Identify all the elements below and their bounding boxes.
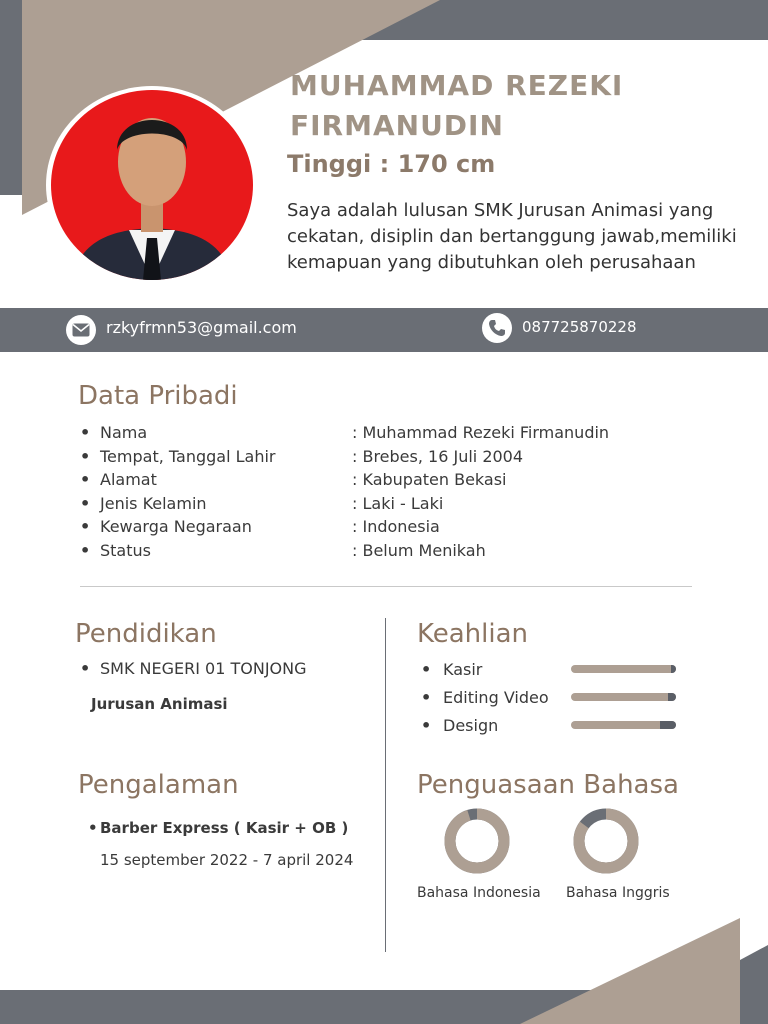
person-icon	[51, 90, 253, 280]
skills-list	[421, 655, 676, 739]
language-ring	[450, 814, 504, 868]
section-title-pengalaman: Pengalaman	[78, 770, 239, 800]
school-name: SMK NEGERI 01 TONJONG	[100, 659, 307, 678]
skill-row	[421, 683, 676, 711]
language-label-inggris: Bahasa Inggris	[566, 885, 670, 901]
personal-data-label: • Tempat, Tanggal Lahir	[80, 445, 352, 469]
section-title-bahasa: Penguasaan Bahasa	[417, 770, 679, 800]
mail-icon	[66, 315, 96, 345]
education-major: Jurusan Animasi	[91, 695, 228, 713]
skill-level-bar	[571, 693, 676, 701]
personal-data-row	[80, 468, 700, 492]
experience-period: 15 september 2022 - 7 april 2024	[100, 851, 354, 869]
email-text[interactable]: rzkyfrmn53@gmail.com	[106, 318, 297, 337]
personal-data-label: • Nama	[80, 421, 352, 445]
skill-label: • Design	[421, 716, 571, 735]
personal-data-value: : Laki - Laki	[352, 493, 444, 513]
personal-data-value: : Muhammad Rezeki Firmanudin	[352, 423, 610, 442]
personal-data-row	[80, 421, 700, 445]
personal-data-list	[80, 421, 700, 563]
profile-summary: Saya adalah lulusan SMK Jurusan Animasi yang cekatan, disiplin dan bertanggung jawab,memiliki kemapuan yang dibutuhkan oleh perusahaan	[287, 200, 737, 273]
profile-photo	[46, 86, 258, 284]
skill-row	[421, 711, 676, 739]
full-name: MUHAMMAD REZEKI FIRMANUDIN	[290, 69, 624, 142]
job-title: Barber Express ( Kasir + OB )	[100, 819, 349, 837]
experience-job: • Barber Express ( Kasir + OB )	[88, 819, 349, 837]
personal-data-label: • Status	[80, 539, 352, 563]
education-school: • SMK NEGERI 01 TONJONG	[80, 659, 307, 678]
personal-data-row	[80, 492, 700, 516]
personal-data-row	[80, 539, 700, 563]
personal-data-value: : Brebes, 16 Juli 2004	[352, 446, 524, 466]
divider	[80, 586, 692, 587]
height-info: Tinggi : 170 cm	[287, 150, 496, 178]
personal-data-value: : Belum Menikah	[352, 540, 486, 560]
section-title-data-pribadi: Data Pribadi	[78, 381, 238, 411]
language-label-indonesia: Bahasa Indonesia	[417, 885, 541, 901]
personal-data-label: • Alamat	[80, 468, 352, 492]
personal-data-label: • Kewarga Negaraan	[80, 515, 352, 539]
language-rings	[380, 800, 720, 920]
phone-text[interactable]: 087725870228	[522, 318, 637, 336]
personal-data-label: • Jenis Kelamin	[80, 492, 352, 516]
skill-level-bar	[571, 721, 676, 729]
skill-row	[421, 655, 676, 683]
language-ring	[579, 814, 633, 868]
section-title-pendidikan: Pendidikan	[75, 619, 217, 649]
personal-data-row	[80, 445, 700, 469]
skill-label: • Kasir	[421, 660, 571, 679]
personal-data-row	[80, 515, 700, 539]
skill-label: • Editing Video	[421, 688, 571, 707]
phone-icon	[482, 313, 512, 343]
section-title-keahlian: Keahlian	[417, 619, 529, 649]
skill-level-bar	[571, 665, 676, 673]
personal-data-value: : Kabupaten Bekasi	[352, 470, 507, 490]
personal-data-value: : Indonesia	[352, 517, 440, 537]
